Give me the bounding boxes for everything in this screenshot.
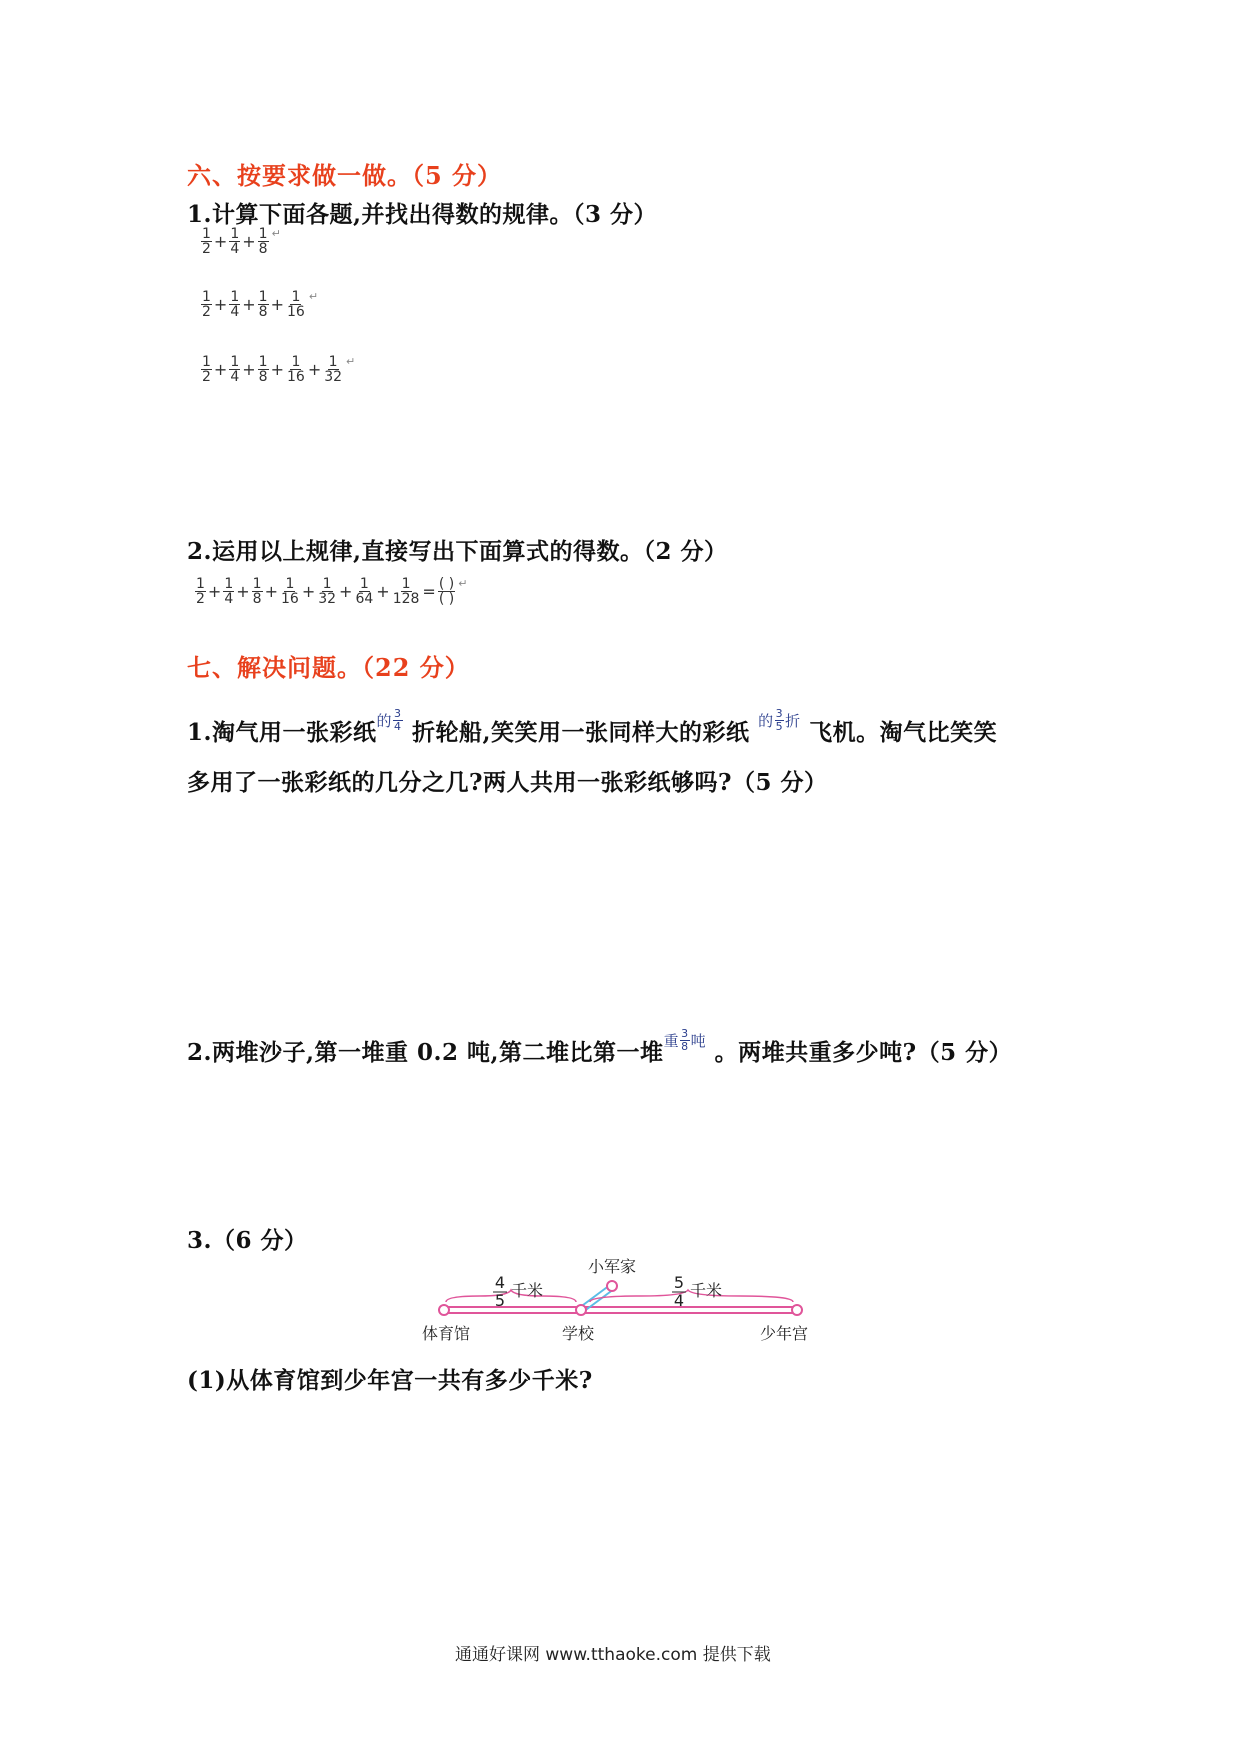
left-frac-den: 5 <box>494 1291 506 1310</box>
text-section6-expr4-n3: 1 <box>252 576 262 592</box>
text-section6-plus: + <box>236 582 250 601</box>
text-section6-expr4-d3: 8 <box>252 591 262 607</box>
text-section7-p1-f2d: 5 <box>775 720 784 733</box>
problem-7-1-line2: 多用了一张彩纸的几分之几?两人共用一张彩纸够吗?（5 分） <box>187 769 828 796</box>
text-section7-p1-zhe: 折 <box>785 712 801 730</box>
text-section6-expr4-n2: 1 <box>224 576 234 592</box>
label-xiaojun-home: 小军家 <box>588 1257 637 1276</box>
text-section7-p1-a: 1.淘气用一张彩纸 <box>187 719 377 746</box>
node-youth-palace <box>792 1305 802 1315</box>
text-section7-p2-fd: 8 <box>681 1040 689 1053</box>
text-section6-expr2-d3: 8 <box>258 304 268 320</box>
text-section6-expr4-d1: 2 <box>196 591 205 607</box>
left-unit: 千米 <box>511 1281 544 1300</box>
return-mark: ↵ <box>308 290 319 303</box>
text-section6-expr1-d2: 4 <box>230 241 240 257</box>
text-section7-p1-de2: 的 <box>758 712 774 730</box>
right-unit: 千米 <box>690 1281 723 1300</box>
page-footer: 通通好课网 www.tthaoke.com 提供下载 <box>455 1645 771 1665</box>
text-section6-expr2-n3: 1 <box>258 289 268 305</box>
text-section6-expr2-n2: 1 <box>230 289 240 305</box>
right-frac-den: 4 <box>673 1291 685 1310</box>
text-section6-plus: + <box>376 582 390 601</box>
text-section6-expr1-n3: 1 <box>258 226 268 242</box>
right-frac-num: 5 <box>673 1273 685 1292</box>
text-section7-p2-a: 2.两堆沙子,第一堆重 0.2 吨,第二堆比第一堆 <box>187 1039 664 1066</box>
text-section6-expr4-ans_den: ( ) <box>438 591 455 607</box>
text-section6-plus: + <box>301 582 316 601</box>
text-section6-plus: + <box>270 360 284 379</box>
text-section7-p1-c: 飞机。淘气比笑笑 <box>809 719 998 746</box>
text-section6-expr4-n6: 1 <box>359 576 369 592</box>
node-school <box>576 1305 586 1315</box>
text-section6-plus: + <box>213 295 228 314</box>
text-section6-expr3-d5: 32 <box>324 369 343 385</box>
problem-7-3-sub1: (1)从体育馆到少年宫一共有多少千米? <box>187 1367 593 1394</box>
text-section6-expr3-d3: 8 <box>258 369 268 385</box>
label-youth-palace: 少年宫 <box>760 1324 809 1343</box>
text-section6-expr3-n5: 1 <box>328 354 338 370</box>
text-section6-expr2-n4: 1 <box>291 289 301 305</box>
text-section6-expr3-n4: 1 <box>291 354 301 370</box>
text-section7-p2-fn: 3 <box>681 1027 689 1040</box>
text-section7-p2-zhong: 重 <box>663 1032 680 1050</box>
text-section6-expr3-d4: 16 <box>286 369 305 385</box>
left-frac-num: 4 <box>494 1273 506 1292</box>
text-section6-expr4-d5: 32 <box>318 591 337 607</box>
section-seven-title: 七、解决问题。（22 分） <box>187 653 470 682</box>
text-section6-expr1-d3: 8 <box>258 241 268 257</box>
return-mark: ↵ <box>458 577 468 590</box>
text-section7-p1-b: 折轮船,笑笑用一张同样大的彩纸 <box>412 719 750 746</box>
text-section6-expr4-d6: 64 <box>355 591 374 607</box>
text-section6-expr2-n1: 1 <box>202 289 211 305</box>
text-section6-expr1-n1: 1 <box>202 226 211 242</box>
text-section6-plus: + <box>307 360 322 379</box>
text-section6-plus: + <box>242 295 256 314</box>
text-section6-expr4-d2: 4 <box>224 591 234 607</box>
text-section7-p1-f1d: 4 <box>394 720 402 733</box>
plus-sign: + <box>213 232 228 251</box>
text-section6-plus: + <box>264 582 278 601</box>
question-6-1: 1.计算下面各题,并找出得数的规律。（3 分） <box>187 201 658 228</box>
text-section6-expr4-n1: 1 <box>196 576 205 592</box>
text-section6-expr4-ans_num: ( ) <box>438 576 455 592</box>
text-section6-expr4-n7: 1 <box>401 576 411 592</box>
text-section6-plus: + <box>207 582 222 601</box>
text-section6-plus: + <box>270 295 284 314</box>
return-mark: ↵ <box>271 227 281 240</box>
question-6-2: 2.运用以上规律,直接写出下面算式的得数。（2 分） <box>187 538 728 565</box>
text-section6-expr1-n2: 1 <box>230 226 240 242</box>
text-section6-expr2-d1: 2 <box>202 304 211 320</box>
text-section6-expr4-n4: 1 <box>285 576 295 592</box>
text-section6-expr4-n5: 1 <box>322 576 332 592</box>
text-section6-plus: + <box>213 360 228 379</box>
label-school: 学校 <box>562 1324 595 1343</box>
text-section7-p1-f1n: 3 <box>394 707 402 720</box>
node-stadium <box>439 1305 449 1315</box>
text-section7-p2-dun: 吨 <box>690 1032 707 1050</box>
text-section7-p1-f2n: 3 <box>775 707 784 720</box>
text-section6-expr2-d4: 16 <box>286 304 305 320</box>
return-mark: ↵ <box>346 355 356 368</box>
text-section6-expr1-d1: 2 <box>202 241 211 257</box>
text-section6-expr3-n2: 1 <box>230 354 240 370</box>
text-section6-plus: + <box>242 360 256 379</box>
equals-sign: = <box>422 582 436 601</box>
text-section6-expr4-d4: 16 <box>280 591 299 607</box>
text-section6-expr3-n3: 1 <box>258 354 268 370</box>
section-six-title: 六、按要求做一做。（5 分） <box>187 161 503 190</box>
text-section6-expr4-d7: 128 <box>392 591 420 607</box>
text-section7-p2-b: 。两堆共重多少吨?（5 分） <box>714 1039 1013 1066</box>
text-section6-expr2-d2: 4 <box>230 304 240 320</box>
text-section6-expr3-d2: 4 <box>230 369 240 385</box>
problem-7-3-title: 3.（6 分） <box>187 1227 308 1254</box>
plus-sign: + <box>242 232 256 251</box>
node-xiaojun-home <box>607 1281 617 1291</box>
text-section7-p1-de1: 的 <box>376 712 393 730</box>
text-section6-plus: + <box>339 582 353 601</box>
text-section6-expr3-n1: 1 <box>202 354 211 370</box>
text-section6-expr3-d1: 2 <box>202 369 211 385</box>
label-stadium: 体育馆 <box>422 1324 471 1343</box>
